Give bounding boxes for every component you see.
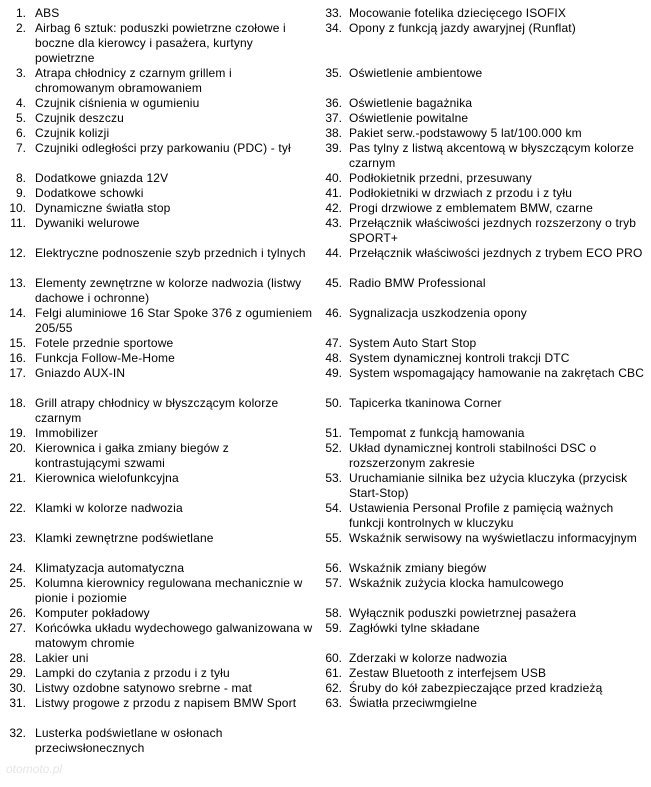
list-item-number: 6. <box>15 126 26 140</box>
list-item-text: Wskaźnik zużycia klocka hamulcowego <box>349 576 564 590</box>
list-item-number: 43. <box>325 216 342 230</box>
list-item-number: 8. <box>15 171 26 185</box>
list-item-text: Zestaw Bluetooth z interfejsem USB <box>349 666 547 680</box>
list-item-text: Lampki do czytania z przodu i z tyłu <box>35 666 230 680</box>
equipment-list-right-column <box>318 6 648 711</box>
list-item <box>0 111 314 126</box>
list-item-text: Funkcja Follow-Me-Home <box>35 351 175 365</box>
list-item-text: Klimatyzacja automatyczna <box>35 561 185 575</box>
list-item-text: Komputer pokładowy <box>35 606 150 620</box>
list-item <box>318 6 648 21</box>
list-item-number: 14. <box>9 306 26 320</box>
list-item-text: Wskaźnik zmiany biegów <box>349 561 487 575</box>
list-item-text: Podłokietnik przedni, przesuwany <box>349 171 532 185</box>
list-item-number: 13. <box>9 276 26 290</box>
list-item <box>318 96 648 111</box>
list-item <box>0 621 314 651</box>
list-item-number: 41. <box>325 186 342 200</box>
list-item <box>0 21 314 66</box>
list-item-text: Kierownica wielofunkcyjna <box>35 471 179 485</box>
list-item <box>0 441 314 471</box>
list-item-number: 17. <box>9 366 26 380</box>
list-item <box>0 201 314 216</box>
list-item <box>318 681 648 696</box>
list-item-number: 11. <box>10 216 26 230</box>
list-item-text: ABS <box>35 6 60 20</box>
list-item <box>318 621 648 651</box>
list-item-text: Opony z funkcją jazdy awaryjnej (Runflat) <box>349 21 576 35</box>
list-item <box>318 666 648 681</box>
list-item <box>0 396 314 426</box>
list-item-number: 18. <box>9 396 26 410</box>
list-item-number: 24. <box>9 561 26 575</box>
list-item <box>318 576 648 606</box>
list-item <box>318 501 648 531</box>
list-item-number: 45. <box>325 276 342 290</box>
list-item <box>0 306 314 336</box>
list-item-text: Pakiet serw.-podstawowy 5 lat/100.000 km <box>349 126 582 140</box>
list-item <box>0 186 314 201</box>
list-item <box>318 696 648 711</box>
list-item-number: 53. <box>325 471 342 485</box>
list-item <box>0 576 314 606</box>
list-item <box>318 651 648 666</box>
list-item-number: 32. <box>9 726 26 740</box>
list-item-number: 37. <box>325 111 342 125</box>
list-item <box>0 666 314 681</box>
list-item-text: Sygnalizacja uszkodzenia opony <box>349 306 527 320</box>
list-item-number: 40. <box>325 171 342 185</box>
equipment-list-left-column <box>0 6 314 756</box>
list-item-number: 26. <box>9 606 26 620</box>
list-item-text: Tempomat z funkcją hamowania <box>349 426 525 440</box>
list-item-text: Mocowanie fotelika dziecięcego ISOFIX <box>349 6 566 20</box>
list-item-text: Zagłówki tylne składane <box>349 621 480 635</box>
list-item <box>0 66 314 96</box>
watermark: otomoto.pl <box>6 762 63 776</box>
list-item-text: Klamki w kolorze nadwozia <box>35 501 183 515</box>
list-item-text: Czujnik ciśnienia w ogumieniu <box>35 96 200 110</box>
list-item-text: Czujniki odległości przy parkowaniu (PDC) - tył <box>35 141 291 155</box>
list-item-number: 46. <box>325 306 342 320</box>
list-item <box>0 276 314 306</box>
list-item-text: Ustawienia Personal Profile z pamięcią ważnych funkcji kontrolnych w kluczyku <box>349 501 614 530</box>
list-item-number: 60. <box>325 651 342 665</box>
list-item-text: Podłokietniki w drzwiach z przodu i z tyłu <box>349 186 573 200</box>
list-item <box>0 96 314 111</box>
list-item <box>318 66 648 96</box>
list-item-number: 12. <box>9 246 26 260</box>
list-item-text: Przełącznik właściwości jezdnych rozszerzony o tryb SPORT+ <box>349 216 637 245</box>
list-item-text: Elektryczne podnoszenie szyb przednich i tylnych <box>35 246 306 260</box>
list-item <box>318 216 648 246</box>
list-item-number: 28. <box>9 651 26 665</box>
list-item <box>0 141 314 171</box>
list-item-text: Kolumna kierownicy regulowana mechanicznie w pionie i poziomie <box>35 576 303 605</box>
list-item-text: System dynamicznej kontroli trakcji DTC <box>349 351 570 365</box>
list-item-number: 31. <box>9 696 26 710</box>
list-item <box>318 351 648 366</box>
list-item-text: Uruchamianie silnika bez użycia kluczyka (przycisk Start-Stop) <box>349 471 628 500</box>
list-item-number: 19. <box>9 426 26 440</box>
list-item-number: 54. <box>325 501 342 515</box>
list-item <box>0 336 314 351</box>
list-item <box>318 561 648 576</box>
list-item <box>318 441 648 471</box>
list-item-number: 42. <box>325 201 342 215</box>
list-item-number: 50. <box>325 396 342 410</box>
list-item-number: 9. <box>15 186 26 200</box>
list-item-number: 1. <box>15 6 26 20</box>
list-item-text: Airbag 6 sztuk: poduszki powietrzne czołowe i boczne dla kierowcy i pasażera, kurtyny powietrzne <box>35 21 286 65</box>
list-item-text: Dynamiczne światła stop <box>35 201 171 215</box>
list-item <box>0 171 314 186</box>
list-item <box>0 561 314 576</box>
list-item-text: Śruby do kół zabezpieczające przed kradzieżą <box>349 681 603 695</box>
list-item <box>318 126 648 141</box>
list-item-number: 39. <box>325 141 342 155</box>
list-item <box>318 21 648 66</box>
list-item-text: Światła przeciwmgielne <box>349 696 478 710</box>
list-item-number: 25. <box>9 576 26 590</box>
list-item-number: 36. <box>325 96 342 110</box>
list-item-number: 59. <box>325 621 342 635</box>
list-item-text: Pas tylny z listwą akcentową w błyszczącym kolorze czarnym <box>349 141 634 170</box>
list-item <box>0 216 314 246</box>
list-item-number: 3. <box>15 66 26 80</box>
list-item <box>318 531 648 561</box>
list-item <box>0 501 314 531</box>
list-item <box>318 606 648 621</box>
list-item-text: Atrapa chłodnicy z czarnym grillem i chromowanym obramowaniem <box>35 66 232 95</box>
list-item-text: Dodatkowe gniazda 12V <box>35 171 169 185</box>
list-item-text: Tapicerka tkaninowa Corner <box>349 396 502 410</box>
list-item <box>0 426 314 441</box>
list-item <box>318 396 648 426</box>
list-item <box>318 111 648 126</box>
list-item <box>318 171 648 186</box>
list-item <box>318 201 648 216</box>
list-item-number: 38. <box>325 126 342 140</box>
list-item <box>0 6 314 21</box>
list-item-number: 51. <box>325 426 342 440</box>
list-item-text: Przełącznik właściwości jezdnych z trybem ECO PRO <box>349 246 643 260</box>
list-item <box>0 351 314 366</box>
list-item-text: Dodatkowe schowki <box>35 186 144 200</box>
list-item-text: Układ dynamicznej kontroli stabilności DSC o rozszerzonym zakresie <box>349 441 597 470</box>
list-item-text: Oświetlenie powitalne <box>349 111 469 125</box>
list-item-text: Czujnik deszczu <box>35 111 124 125</box>
list-item-number: 44. <box>325 246 342 260</box>
list-item-number: 10. <box>9 201 26 215</box>
list-item-number: 55. <box>325 531 342 545</box>
list-item-number: 15. <box>9 336 26 350</box>
list-item-number: 4. <box>15 96 26 110</box>
list-item-number: 57. <box>325 576 342 590</box>
list-item-text: Lakier uni <box>35 651 89 665</box>
list-item-number: 56. <box>325 561 342 575</box>
list-item <box>318 426 648 441</box>
list-item-number: 34. <box>325 21 342 35</box>
list-item-text: Immobilizer <box>35 426 98 440</box>
list-item-number: 63. <box>325 696 342 710</box>
list-item <box>0 531 314 561</box>
list-item-text: Progi drzwiowe z emblematem BMW, czarne <box>349 201 593 215</box>
list-item-number: 35. <box>325 66 342 80</box>
list-item <box>318 306 648 336</box>
list-item-text: Fotele przednie sportowe <box>35 336 174 350</box>
list-item-text: Wyłącznik poduszki powietrznej pasażera <box>349 606 577 620</box>
list-item <box>0 606 314 621</box>
list-item-text: System Auto Start Stop <box>349 336 477 350</box>
list-item-number: 47. <box>325 336 342 350</box>
list-item-number: 21. <box>9 471 26 485</box>
list-item-text: Czujnik kolizji <box>35 126 110 140</box>
list-item-text: Gniazdo AUX-IN <box>35 366 126 380</box>
list-item-text: Dywaniki welurowe <box>35 216 140 230</box>
list-item <box>318 276 648 306</box>
list-item <box>318 336 648 351</box>
list-item-number: 22. <box>9 501 26 515</box>
list-item-number: 62. <box>325 681 342 695</box>
list-item-number: 49. <box>325 366 342 380</box>
list-item-number: 48. <box>325 351 342 365</box>
list-item <box>0 681 314 696</box>
list-item-number: 16. <box>9 351 26 365</box>
list-item-number: 61. <box>325 666 342 680</box>
list-item-text: Wskaźnik serwisowy na wyświetlaczu informacyjnym <box>349 531 637 545</box>
list-item <box>318 186 648 201</box>
list-item-number: 23. <box>9 531 26 545</box>
list-item-number: 7. <box>15 141 26 155</box>
list-item-text: Listwy progowe z przodu z napisem BMW Sport <box>35 696 297 710</box>
list-item-text: Końcówka układu wydechowego galwanizowana w matowym chromie <box>35 621 313 650</box>
list-item-text: Zderzaki w kolorze nadwozia <box>349 651 508 665</box>
list-item <box>0 651 314 666</box>
list-item-number: 52. <box>325 441 342 455</box>
list-item-text: Elementy zewnętrzne w kolorze nadwozia (listwy dachowe i ochronne) <box>35 276 302 305</box>
list-item-number: 29. <box>9 666 26 680</box>
list-item <box>318 471 648 501</box>
list-item-number: 20. <box>9 441 26 455</box>
list-item-text: Grill atrapy chłodnicy w błyszczącym kolorze czarnym <box>35 396 279 425</box>
list-item-text: Oświetlenie ambientowe <box>349 66 483 80</box>
list-item <box>0 246 314 276</box>
list-item <box>0 126 314 141</box>
list-item-number: 2. <box>15 21 26 35</box>
list-item-text: System wspomagający hamowanie na zakrętach CBC <box>349 366 645 380</box>
list-item <box>0 366 314 396</box>
list-item-number: 30. <box>9 681 26 695</box>
list-item-number: 58. <box>325 606 342 620</box>
list-item-text: Kierownica i gałka zmiany biegów z kontrastującymi szwami <box>35 441 229 470</box>
list-item <box>0 696 314 726</box>
list-item <box>318 246 648 276</box>
list-item-number: 33. <box>325 6 342 20</box>
list-item-text: Klamki zewnętrzne podświetlane <box>35 531 214 545</box>
list-item <box>318 366 648 396</box>
list-item-number: 5. <box>15 111 26 125</box>
list-item-text: Radio BMW Professional <box>349 276 486 290</box>
list-item <box>0 726 314 756</box>
list-item-text: Felgi aluminiowe 16 Star Spoke 376 z ogumieniem 205/55 <box>35 306 313 335</box>
list-item-number: 27. <box>9 621 26 635</box>
list-item-text: Oświetlenie bagażnika <box>349 96 473 110</box>
list-item <box>318 141 648 171</box>
list-item-text: Lusterka podświetlane w osłonach przeciwsłonecznych <box>35 726 223 755</box>
list-item-text: Listwy ozdobne satynowo srebrne - mat <box>35 681 252 695</box>
list-item <box>0 471 314 501</box>
